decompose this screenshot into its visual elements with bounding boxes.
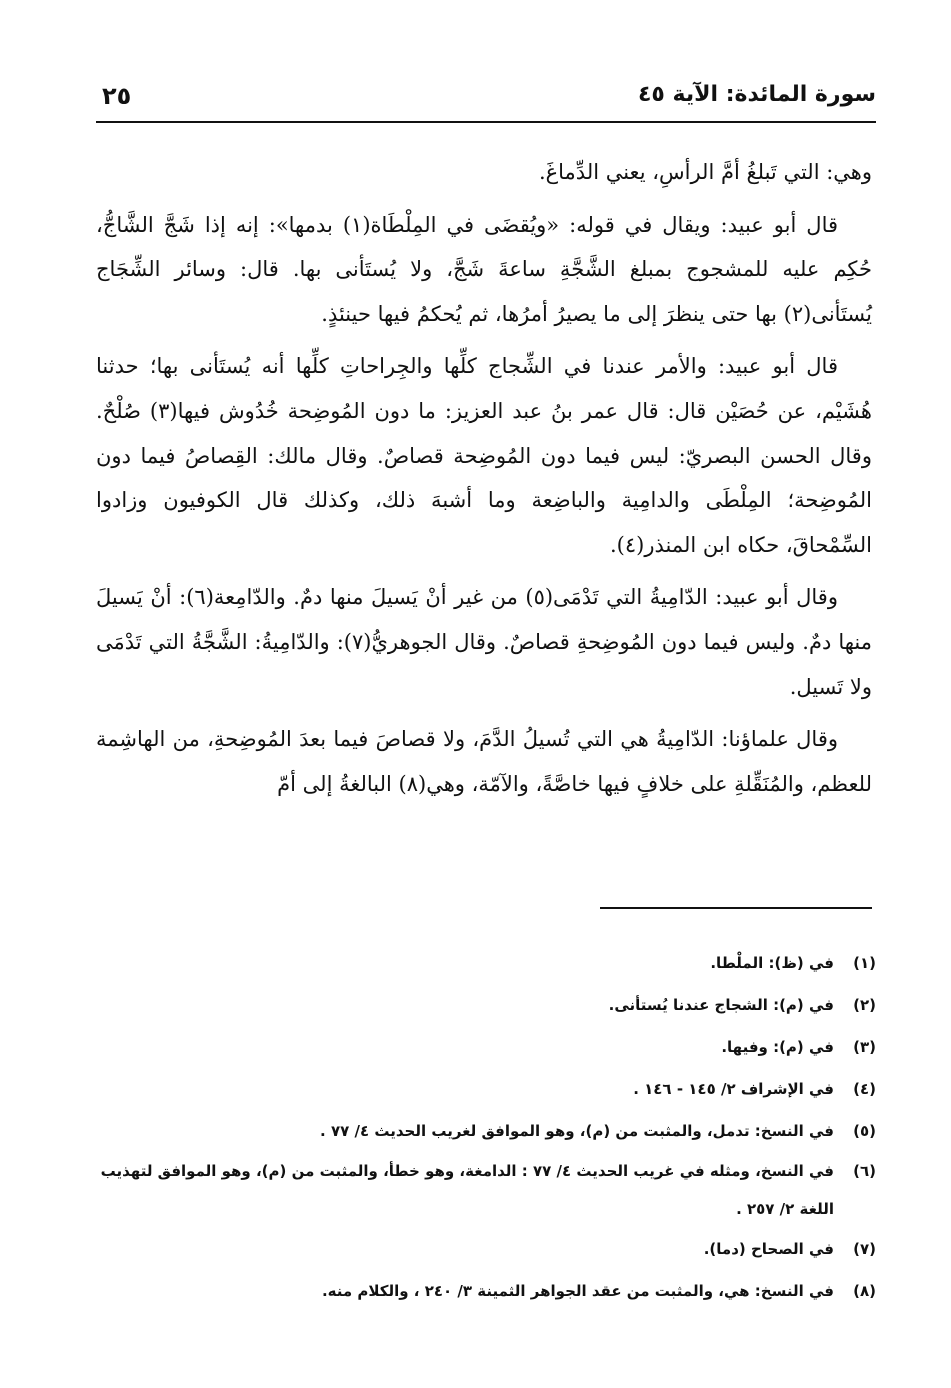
footnote-number: (٨) xyxy=(853,1282,876,1300)
footnote-text: في النسخ، ومثله في غريب الحديث ٤/ ٧٧ : الدامغة، وهو خطأ، والمثبت من (م)، وهو الموافق لتهذيب اللغة ٢/ ٢٥٧ . xyxy=(100,1162,834,1218)
footnote xyxy=(96,942,876,984)
footnote xyxy=(96,1026,876,1068)
footnote xyxy=(96,1270,876,1312)
footnote-number: (٦) xyxy=(853,1162,876,1180)
footnote xyxy=(96,1068,876,1110)
footnote-text: في النسخ: هي، والمثبت من عقد الجواهر الثمينة ٣/ ٢٤٠ ، والكلام منه. xyxy=(321,1282,834,1300)
footnote xyxy=(96,984,876,1026)
footnotes xyxy=(96,942,876,1312)
page-number: ٢٥ xyxy=(102,82,132,110)
footnote-text: في الإشراف ٢/ ١٤٥ - ١٤٦ . xyxy=(633,1080,834,1098)
footnote-number: (٥) xyxy=(853,1122,876,1140)
header-rule xyxy=(96,121,876,123)
footnote xyxy=(96,1228,876,1270)
paragraph: قال أبو عبيد: والأمر عندنا في الشِّجاج كلِّها والجِراحاتِ كلِّها أنه يُستَأنى بها؛ حدثنا هُشَيْم، عن حُصَيْن قال: قال عمر بنُ عبد العزيز: ما دون المُوضِحة خُدُوش فيها(٣) صُلْحٌ. وقال الحسن البصريّ: ليس فيما دون المُوضِحة قصاصٌ. وقال مالك: القِصاصُ فيما دون المُوضِحة؛ المِلْطَى والدامِية والباضِعة وما أشبهَ ذلك، وكذلك قال الكوفيون وزادوا السِّمْحاقَ، حكاه ابن المنذر(٤). xyxy=(96,354,872,557)
footnote xyxy=(96,1152,876,1228)
paragraph: قال أبو عبيد: ويقال في قوله: «ويُقضَى في المِلْطَاة(١) بدمها»: إنه إذا شَجَّ الشَّاجُّ، حُكِم عليه للمشجوج بمبلغ الشَّجَّةِ ساعةَ شَجَّ، ولا يُستَأنى بها. قال: وسائر الشِّجَاج يُستَأنى(٢) بها حتى ينظرَ إلى ما يصيرُ أمرُها، ثم يُحكمُ فيها حينئذٍ. xyxy=(96,212,872,326)
page-header xyxy=(96,72,876,120)
footnote-number: (٢) xyxy=(853,996,876,1014)
paragraph: وقال علماؤنا: الدّامِيةُ هي التي تُسيلُ الدَّمَ، ولا قصاصَ فيما بعدَ المُوضِحةِ، من الهاشِمة للعظم، والمُنَقِّلةِ على خلافٍ فيها خاصَّةً، والآمّة، وهي(٨) البالغةُ إلى أمّ xyxy=(96,727,872,796)
footnote-number: (٧) xyxy=(853,1240,876,1258)
footnote-text: في الصحاح (دما). xyxy=(703,1240,834,1258)
paragraph: وقال أبو عبيد: الدّامِيةُ التي تَدْمَى(٥) من غير أنْ يَسيلَ منها دمٌ. والدّامِعة(٦): أنْ يَسيلَ منها دمٌ. وليس فيما دون المُوضِحةِ قصاصٌ. وقال الجوهريُّ(٧): والدّامِيةُ: الشَّجَّةُ التي تَدْمَى ولا تَسيل. xyxy=(96,585,872,699)
footnote-number: (٣) xyxy=(853,1038,876,1056)
running-title: سورة المائدة: الآية ٤٥ xyxy=(637,82,876,107)
footnote-text: في (م): الشجاج عندنا يُستأنى. xyxy=(608,996,834,1014)
footnote-separator xyxy=(600,907,872,909)
footnote-number: (١) xyxy=(853,954,876,972)
footnote-text: في النسخ: تدمل، والمثبت من (م)، وهو الموافق لغريب الحديث ٤/ ٧٧ . xyxy=(320,1122,834,1140)
footnote-number: (٤) xyxy=(853,1080,876,1098)
paragraph: وهي: التي تَبلغُ أمَّ الرأسِ، يعني الدِّماغَ. xyxy=(538,160,872,184)
footnote-text: في (م): وفيها. xyxy=(721,1038,834,1056)
footnote-text: في (ظ): الملْطا. xyxy=(710,954,834,972)
main-text xyxy=(96,150,872,814)
footnote xyxy=(96,1110,876,1152)
